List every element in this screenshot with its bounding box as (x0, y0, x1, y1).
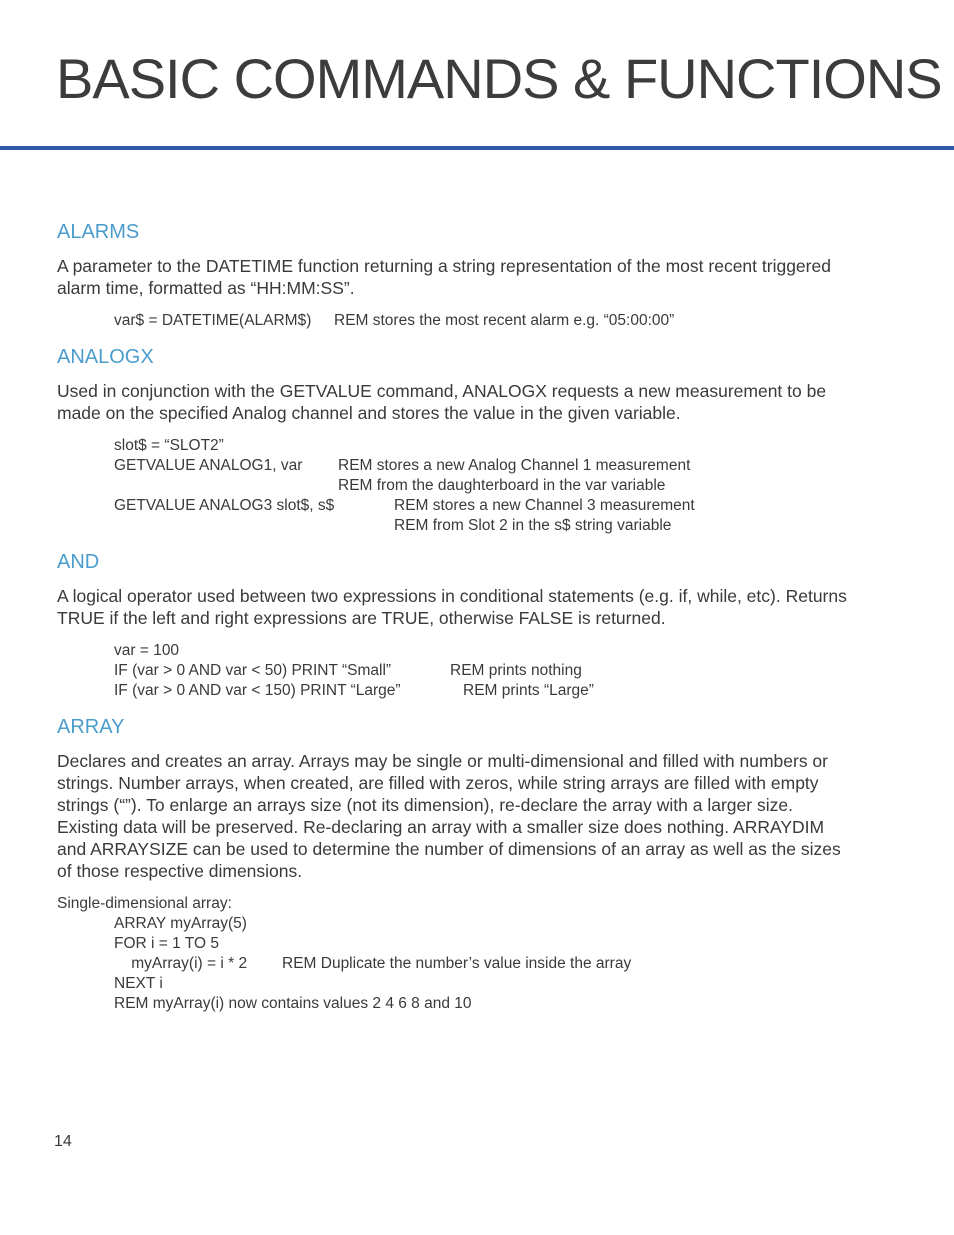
section-heading: ANALOGX (57, 346, 154, 368)
section-heading: ARRAY (57, 716, 125, 738)
page-content (57, 218, 857, 1026)
code-example (114, 914, 857, 1014)
code-command (114, 476, 338, 496)
code-comment: REM Duplicate the number’s value inside the array (282, 955, 632, 972)
code-comment: REM stores a new Analog Channel 1 measurement (338, 457, 691, 474)
code-command: ARRAY myArray(5) (114, 915, 247, 932)
code-comment: REM from Slot 2 in the s$ string variable (394, 517, 672, 534)
code-line (114, 516, 857, 536)
section-and (57, 548, 857, 701)
code-command (114, 516, 394, 536)
code-line (114, 994, 857, 1014)
section-array (57, 713, 857, 1014)
code-line (114, 934, 857, 954)
section-alarms (57, 218, 857, 331)
code-command: var = 100 (114, 642, 180, 659)
code-line (114, 456, 857, 476)
code-comment: REM prints “Large” (463, 682, 594, 699)
section-heading: AND (57, 551, 100, 573)
code-line (114, 661, 857, 681)
section-description: A logical operator used between two expressions in conditional statements (e.g. if, while, etc). Returns TRUE if the left and right expressions are TRUE, otherwise FALSE is returned. (57, 586, 847, 628)
code-command: myArray(i) = i * 2 (114, 955, 248, 972)
code-line (114, 914, 857, 934)
code-command: slot$ = “SLOT2” (114, 437, 224, 454)
code-example (114, 436, 857, 536)
code-comment: REM stores the most recent alarm e.g. “05:00:00” (334, 312, 675, 329)
header-rule (0, 146, 954, 150)
section-description: Used in conjunction with the GETVALUE command, ANALOGX requests a new measurement to be made on the specified Analog channel and stores the value in the given variable. (57, 381, 827, 423)
code-command: GETVALUE ANALOG3 slot$, s$ (114, 497, 335, 514)
code-line (114, 681, 857, 701)
code-command: REM myArray(i) now contains values 2 4 6 8 and 10 (114, 995, 472, 1012)
section-analogx (57, 343, 857, 536)
code-example (114, 641, 857, 701)
code-command: IF (var > 0 AND var < 50) PRINT “Small” (114, 662, 392, 679)
code-line (114, 311, 857, 331)
code-command: NEXT i (114, 975, 163, 992)
code-command: var$ = DATETIME(ALARM$) (114, 312, 312, 329)
code-line (114, 436, 857, 456)
code-command: FOR i = 1 TO 5 (114, 935, 219, 952)
code-line (114, 974, 857, 994)
page-number: 14 (54, 1133, 72, 1150)
code-command: IF (var > 0 AND var < 150) PRINT “Large” (114, 682, 401, 699)
code-comment: REM stores a new Channel 3 measurement (394, 497, 695, 514)
code-line (114, 496, 857, 516)
code-line (114, 641, 857, 661)
section-heading: ALARMS (57, 221, 140, 243)
code-command: GETVALUE ANALOG1, var (114, 457, 303, 474)
section-description: Declares and creates an array. Arrays may be single or multi-dimensional and filled with numbers or strings. Number arrays, when created, are filled with zeros, while string arrays are filled with empty strings (“”). To enlarge an arrays size (not its dimension), re-declare the array with a larger size. Existing data will be preserved. Re-declaring an array with a smaller size does nothing. ARRAYDIM and ARRAYSIZE can be used to determine the number of dimensions of an array as well as the sizes of those respective dimensions. (57, 751, 841, 881)
page-title: BASIC COMMANDS & FUNCTIONS (56, 47, 942, 110)
code-line (114, 476, 857, 496)
code-example (114, 311, 857, 331)
section-description: A parameter to the DATETIME function returning a string representation of the most recent triggered alarm time, formatted as “HH:MM:SS”. (57, 256, 831, 298)
code-line (114, 954, 857, 974)
code-comment: REM from the daughterboard in the var variable (338, 477, 666, 494)
code-comment: REM prints nothing (450, 662, 582, 679)
example-intro: Single-dimensional array: (57, 895, 232, 912)
